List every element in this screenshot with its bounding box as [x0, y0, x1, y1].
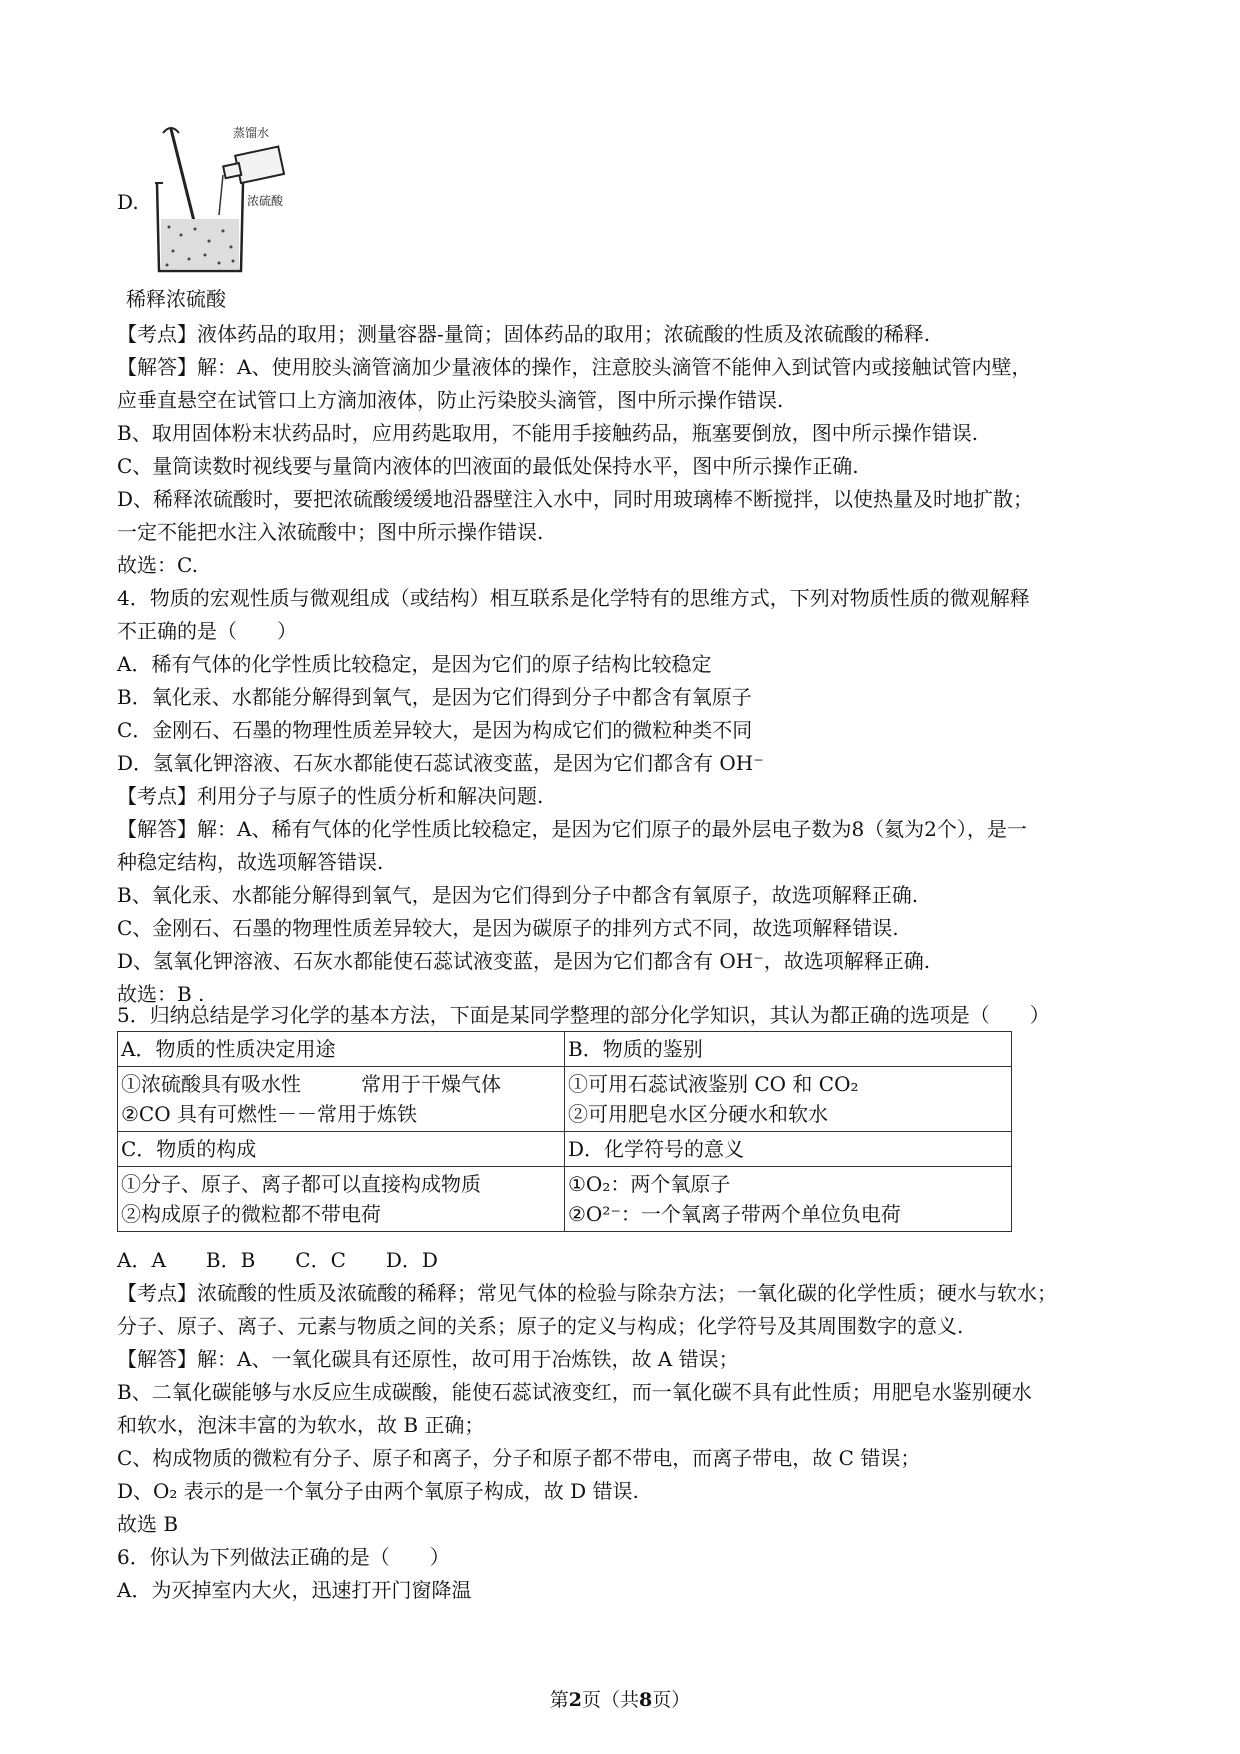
dilute-acid-illustration	[149, 123, 285, 275]
q5-stem: 5．归纳总结是学习化学的基本方法，下面是某同学整理的部分化学知识，其认为都正确的选项是（ ）	[117, 1003, 1050, 1027]
q5-knowledge-table	[117, 1031, 1012, 1232]
table-c-item1: ①分子、原子、离子都可以直接构成物质	[121, 1172, 481, 1196]
q6-stem: 6．你认为下列做法正确的是（ ）	[117, 1545, 450, 1569]
q3-explain-d-line2: 一定不能把水注入浓硫酸中；图中所示操作错误.	[117, 520, 544, 544]
q4-jieda-line2: 种稳定结构，故选项解答错误.	[117, 850, 384, 874]
footer-suffix: 页）	[652, 1689, 691, 1711]
figure-label-acid: 浓硫酸	[247, 194, 284, 208]
q4-jieda-line1: 【解答】解：A、稀有气体的化学性质比较稳定，是因为它们原子的最外层电子数为8（氦为2个），是一	[117, 817, 1027, 841]
table-d-item2: ②O²⁻：一个氧离子带两个单位负电荷	[568, 1202, 901, 1226]
q4-kaodian: 【考点】利用分子与原子的性质分析和解决问题.	[117, 784, 544, 808]
table-c-item2: ②构成原子的微粒都不带电荷	[121, 1202, 381, 1226]
table-d-item1: ①O₂：两个氧原子	[568, 1172, 731, 1196]
q5-kaodian-line2: 分子、原子、离子、元素与物质之间的关系；原子的定义与构成；化学符号及其周围数字的意义.	[117, 1314, 964, 1338]
footer-prefix: 第	[549, 1689, 569, 1711]
footer-page-number: 2	[568, 1689, 582, 1711]
q5-answer: 故选 B	[117, 1512, 179, 1536]
q5-jieda-line1: 【解答】解：A、一氧化碳具有还原性，故可用于冶炼铁，故 A 错误；	[117, 1347, 739, 1371]
q4-explain-c: C、金刚石、石墨的物理性质差异较大，是因为碳原子的排列方式不同，故选项解释错误.	[117, 916, 899, 940]
q3-kaodian: 【考点】液体药品的取用；测量容器-量筒；固体药品的取用；浓硫酸的性质及浓硫酸的稀释.	[117, 322, 931, 346]
figure-caption: 稀释浓硫酸	[126, 287, 226, 311]
q4-answer: 故选：B .	[117, 982, 205, 1006]
q3-jieda-line1: 【解答】解：A、使用胶头滴管滴加少量液体的操作，注意胶头滴管不能伸入到试管内或接触试管内壁，	[117, 355, 1032, 379]
table-cell-b-head: B．物质的鉴别	[565, 1032, 1012, 1067]
table-cell-d-body	[565, 1167, 1012, 1232]
q5-kaodian-line1: 【考点】浓硫酸的性质及浓硫酸的稀释；常见气体的检验与除杂方法；一氧化碳的化学性质；硬水与软水；	[117, 1281, 1057, 1305]
q5-options: A．A B．B C．C D．D	[117, 1248, 438, 1272]
q3-explain-c: C、量筒读数时视线要与量筒内液体的凹液面的最低处保持水平，图中所示操作正确.	[117, 454, 859, 478]
table-cell-c-head: C．物质的构成	[118, 1132, 565, 1167]
q5-explain-d: D、O₂ 表示的是一个氧分子由两个氧原子构成，故 D 错误.	[117, 1479, 639, 1503]
table-a-item2: ②CO 具有可燃性－－常用于炼铁	[121, 1102, 417, 1126]
table-cell-a-head: A．物质的性质决定用途	[118, 1032, 565, 1067]
q4-explain-d: D、氢氧化钾溶液、石灰水都能使石蕊试液变蓝，是因为它们都含有 OH⁻，故选项解释正确.	[117, 949, 931, 973]
table-b-item1: ①可用石蕊试液鉴别 CO 和 CO₂	[568, 1072, 859, 1096]
footer-mid: 页（共	[581, 1689, 639, 1711]
q3-answer: 故选：C.	[117, 553, 198, 577]
table-b-item2: ②可用肥皂水区分硬水和软水	[568, 1102, 828, 1126]
q4-explain-b: B、氧化汞、水都能分解得到氧气，是因为它们得到分子中都含有氧原子，故选项解释正确.	[117, 883, 919, 907]
q5-explain-b-line1: B、二氧化碳能够与水反应生成碳酸，能使石蕊试液变红，而一氧化碳不具有此性质；用肥皂水鉴别硬水	[117, 1380, 1032, 1404]
q3-explain-b: B、取用固体粉末状药品时，应用药匙取用，不能用手接触药品，瓶塞要倒放，图中所示操作错误.	[117, 421, 979, 445]
q4-option-c: C．金刚石、石墨的物理性质差异较大，是因为构成它们的微粒种类不同	[117, 718, 753, 742]
footer-total-pages: 8	[639, 1689, 653, 1711]
table-cell-c-body	[118, 1167, 565, 1232]
page-footer	[0, 1685, 1240, 1712]
q6-option-a: A．为灭掉室内大火，迅速打开门窗降温	[117, 1578, 472, 1602]
q4-stem-line2: 不正确的是（ ）	[117, 619, 297, 643]
table-cell-b-body	[565, 1067, 1012, 1132]
q4-option-a: A．稀有气体的化学性质比较稳定，是因为它们的原子结构比较稳定	[117, 652, 712, 676]
q4-option-b: B．氧化汞、水都能分解得到氧气，是因为它们得到分子中都含有氧原子	[117, 685, 752, 709]
q4-stem-line1: 4．物质的宏观性质与微观组成（或结构）相互联系是化学特有的思维方式，下列对物质性质的微观解释	[117, 586, 1030, 610]
table-cell-d-head: D．化学符号的意义	[565, 1132, 1012, 1167]
figure-label-water: 蒸馏水	[233, 126, 270, 140]
table-cell-a-body	[118, 1067, 565, 1132]
q5-explain-b-line2: 和软水，泡沫丰富的为软水，故 B 正确；	[117, 1413, 485, 1437]
table-a-item1: ①浓硫酸具有吸水性 常用于干燥气体	[121, 1072, 501, 1096]
option-label: D.	[117, 190, 139, 214]
q5-explain-c: C、构成物质的微粒有分子、原子和离子，分子和原子都不带电，而离子带电，故 C 错误；	[117, 1446, 921, 1470]
q3-jieda-line2: 应垂直悬空在试管口上方滴加液体，防止污染胶头滴管，图中所示操作错误.	[117, 388, 784, 412]
q4-option-d: D．氢氧化钾溶液、石灰水都能使石蕊试液变蓝，是因为它们都含有 OH⁻	[117, 751, 764, 775]
q3-explain-d-line1: D、稀释浓硫酸时，要把浓硫酸缓缓地沿器壁注入水中，同时用玻璃棒不断搅拌，以使热量及时地扩散；	[117, 487, 1034, 511]
